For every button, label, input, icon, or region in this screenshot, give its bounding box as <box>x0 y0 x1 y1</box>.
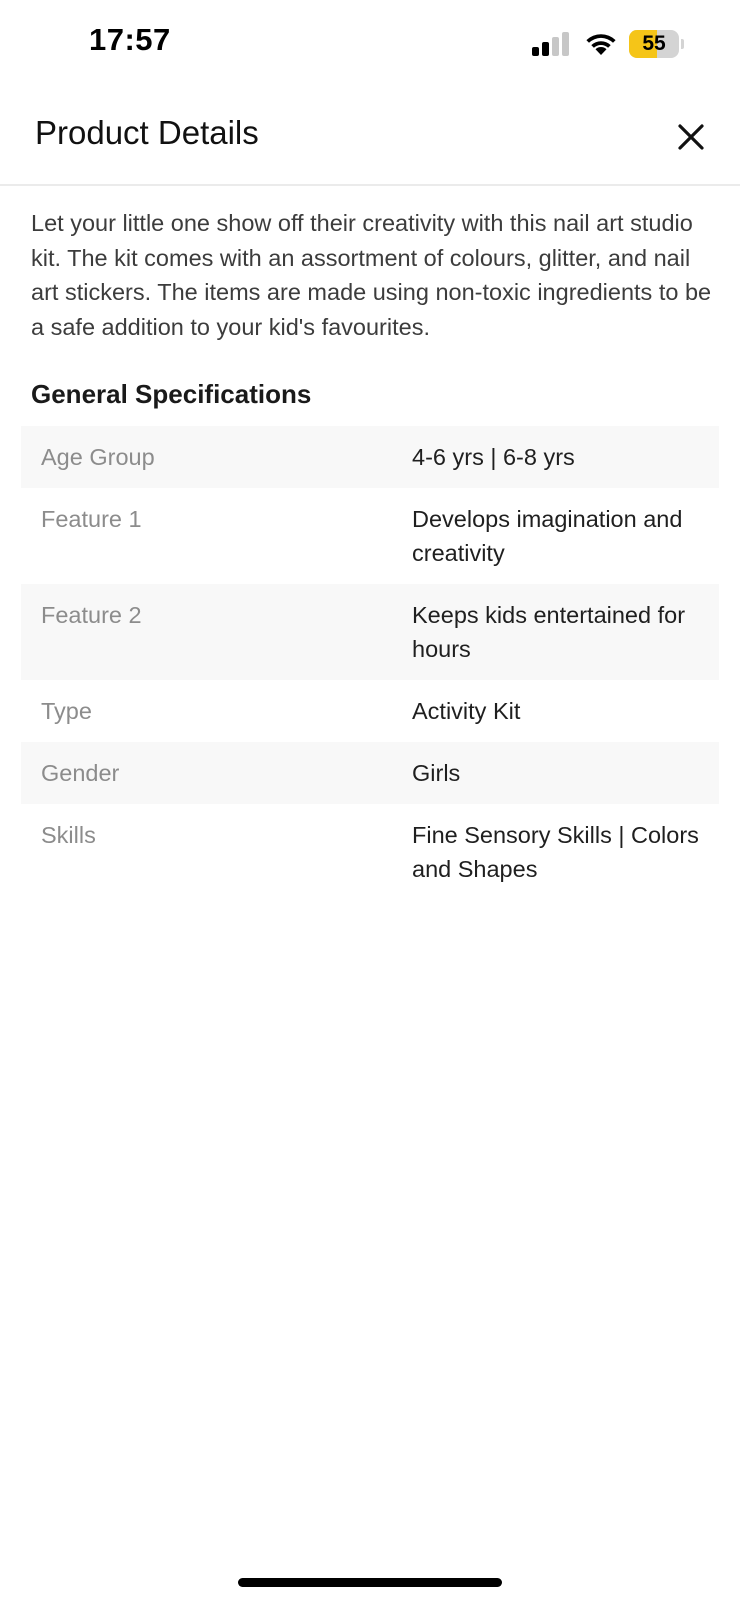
spec-row-gender <box>21 742 719 804</box>
status-bar <box>0 0 740 88</box>
home-indicator[interactable] <box>238 1578 502 1587</box>
cellular-signal-icon <box>532 32 572 56</box>
spec-value: Activity Kit <box>412 698 521 724</box>
spec-label: Skills <box>41 822 96 848</box>
status-time: 17:57 <box>89 22 171 57</box>
general-specifications-title: General Specifications <box>31 379 312 409</box>
spec-label: Feature 2 <box>41 602 142 628</box>
battery-icon <box>629 30 679 58</box>
signal-bar-1 <box>532 47 539 56</box>
battery-tip <box>681 39 684 49</box>
spec-value: Girls <box>412 760 461 786</box>
spec-row-feature-1 <box>21 488 719 584</box>
header <box>0 88 740 186</box>
close-icon <box>666 112 716 162</box>
spec-row-age-group <box>21 426 719 488</box>
close-button[interactable] <box>666 112 716 162</box>
specifications-table <box>21 426 719 900</box>
spec-value: Fine Sensory Skills | Colors and Shapes <box>412 822 699 882</box>
spec-value: Develops imagination and creativity <box>412 506 683 566</box>
spec-value: Keeps kids entertained for hours <box>412 602 686 662</box>
spec-row-feature-2 <box>21 584 719 680</box>
spec-row-type <box>21 680 719 742</box>
spec-label: Type <box>41 698 92 724</box>
page-title: Product Details <box>35 114 259 151</box>
signal-bar-2 <box>542 42 549 56</box>
signal-bar-3 <box>552 37 559 56</box>
product-details-content <box>31 206 721 412</box>
spec-label: Age Group <box>41 444 155 470</box>
product-description: Let your little one show off their creativity with this nail art studio kit. The kit comes with an assortment of colours, glitter, and nail art stickers. The items are made using non-toxic ingredients to be a safe addition to your kid's favourites. <box>31 210 712 340</box>
signal-bar-4 <box>562 32 569 56</box>
wifi-icon <box>584 31 618 57</box>
battery-level: 55 <box>642 32 666 55</box>
spec-label: Gender <box>41 760 120 786</box>
spec-label: Feature 1 <box>41 506 142 532</box>
spec-value: 4-6 yrs | 6-8 yrs <box>412 444 575 470</box>
spec-row-skills <box>21 804 719 900</box>
